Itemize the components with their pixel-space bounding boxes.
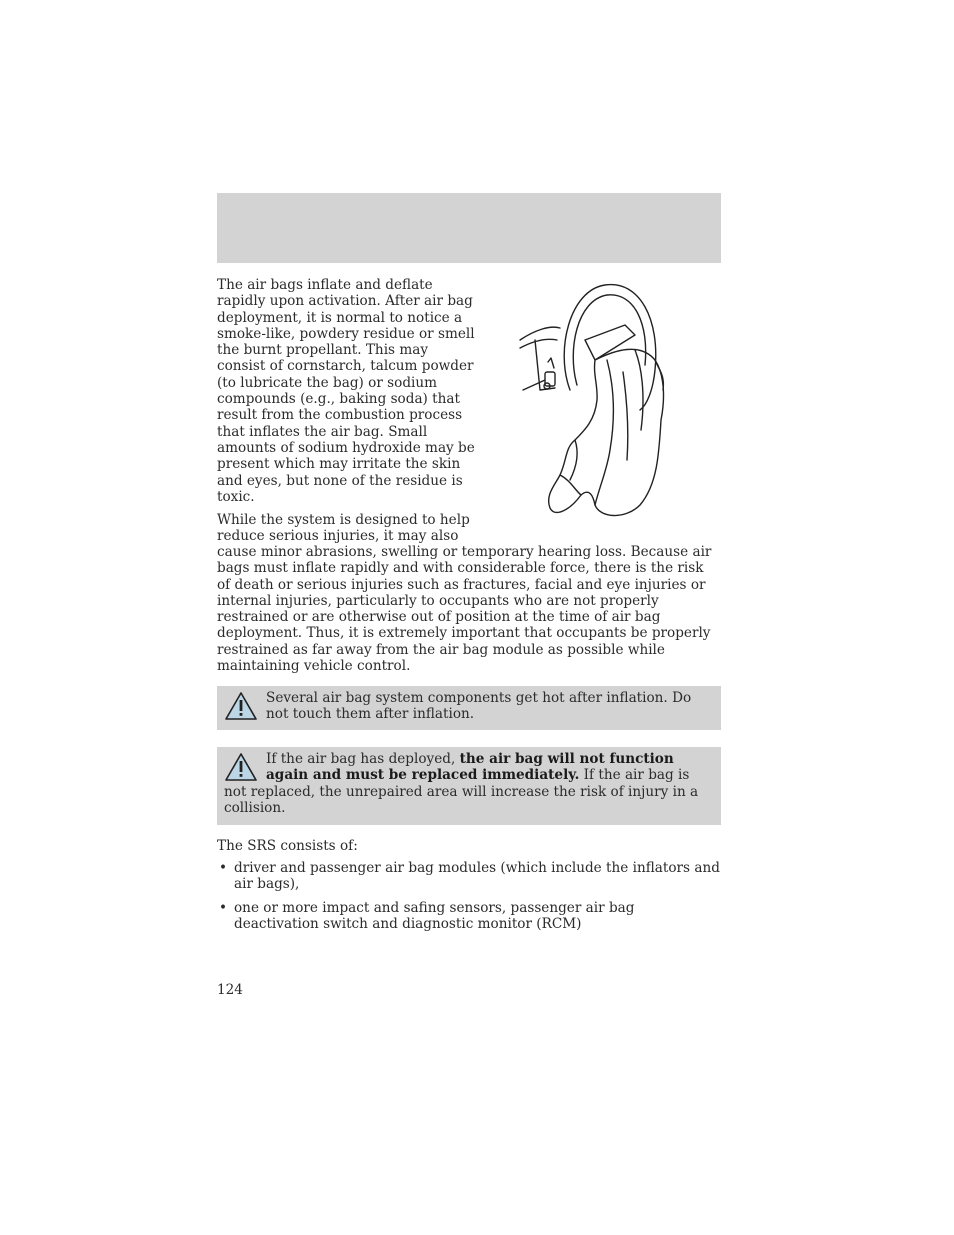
hot-components-warning (217, 686, 721, 730)
warning-triangle-icon (224, 752, 258, 782)
warning-2-text-before: If the air bag has deployed, (266, 751, 460, 767)
deployed-airbag-steering-wheel-illustration (515, 280, 675, 525)
list-item-text: driver and passenger air bag modules (which include the inflators and air bags), (234, 860, 720, 893)
section-header-band (217, 193, 721, 263)
srs-intro: The SRS consists of: (217, 838, 358, 854)
intro-paragraph: The air bags inflate and deflate rapidly upon activation. After air bag deployment, it is normal to notice a smoke-like, powdery residue or smell the burnt propellant. This may consist of cornstarch, talcum powder (to lubricate the bag) or sodium compounds (e.g., baking soda) that result from the combustion process that inflates the air bag. Small amounts of sodium hydroxide may be present which may irritate the skin and eyes, but none of the residue is toxic. (217, 277, 475, 505)
warning-1-text: Several air bag system components get hot after inflation. Do not touch them after inflation. (266, 690, 692, 723)
warning-triangle-icon (224, 691, 258, 721)
replace-airbag-warning (217, 747, 721, 825)
warning-2-text-bold: the air bag will not function again and must be replaced immediately. (266, 751, 674, 784)
list-item-text: one or more impact and safing sensors, passenger air bag deactivation switch and diagnostic monitor (RCM) (234, 899, 635, 932)
bullet: • (219, 899, 228, 916)
page-number: 124 (217, 982, 243, 998)
paragraph-2-start: While the system is designed to help reduce serious injuries, it may also (217, 512, 470, 545)
list-item (217, 860, 721, 893)
bullet: • (219, 860, 228, 876)
warning-2-text-after: If the air bag is not replaced, the unrepaired area will increase the risk of injury in a collision. (224, 767, 699, 816)
srs-components-list (217, 860, 721, 939)
paragraph-2-rest: cause minor abrasions, swelling or temporary hearing loss. Because air bags must inflate rapidly and with considerable force, there is the risk of death or serious injuries such as fractures, facial and eye injuries or internal injuries, particularly to occupants who are not properly restrained or are otherwise out of position at the time of air bag deployment. Thus, it is extremely important that occupants be properly restrained as far away from the air bag module as possible while maintaining vehicle control. (217, 544, 712, 675)
list-item (217, 900, 721, 933)
